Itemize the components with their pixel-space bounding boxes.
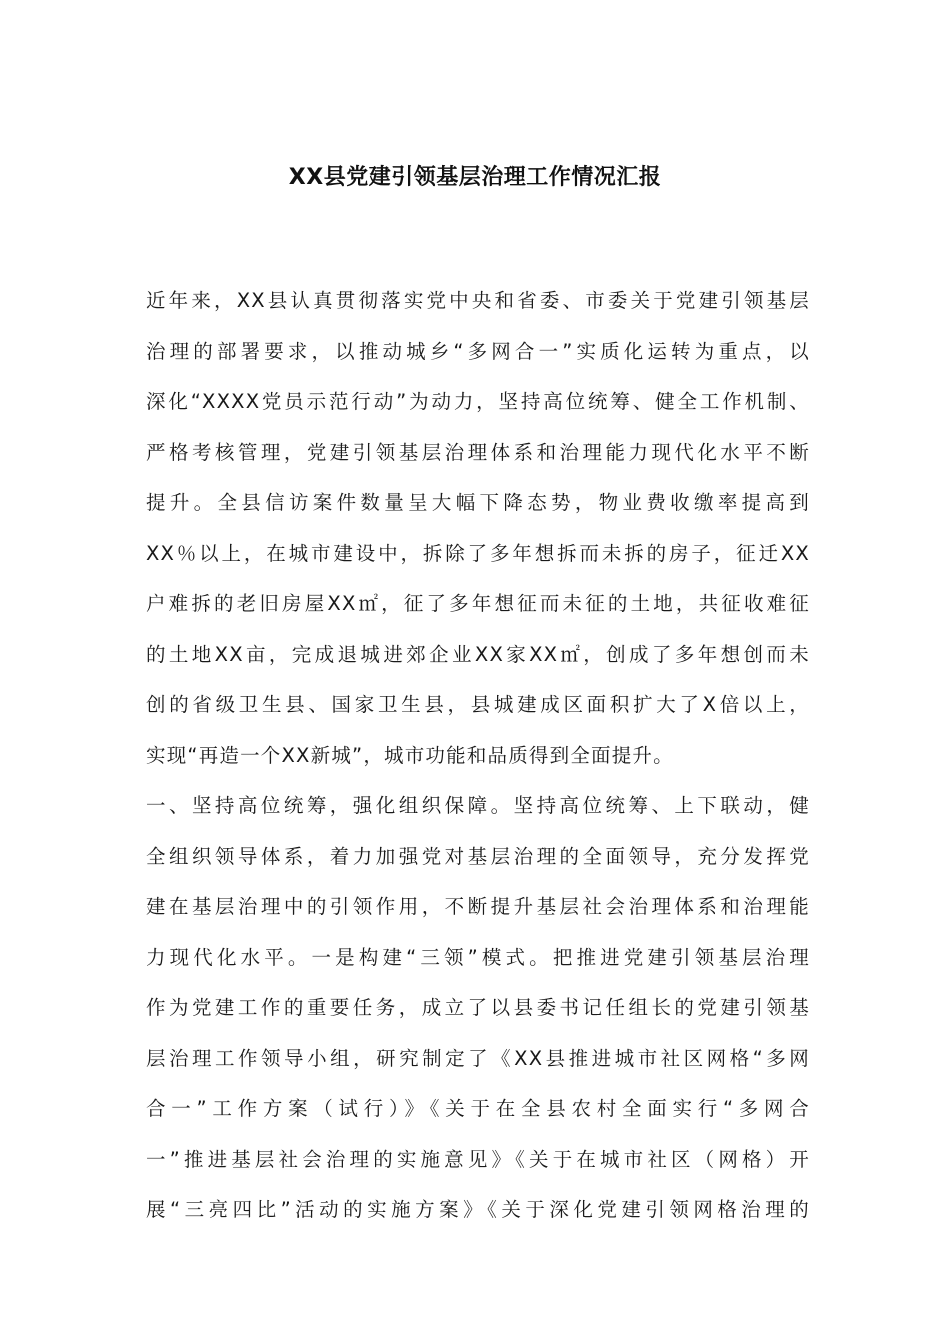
body-line: 作为党建工作的重要任务，成立了以县委书记任组长的党建引领基 [146,996,810,1019]
body-line: 治理的部署要求，以推动城乡“多网合一”实质化运转为重点，以 [146,339,810,363]
body-line: 层治理工作领导小组，研究制定了《XX县推进城市社区网格“多网 [146,1046,810,1070]
document-title: XX县党建引领基层治理工作情况汇报 [288,165,662,190]
body-line: 一”推进基层社会治理的实施意见》《关于在城市社区（网格）开 [146,1147,810,1171]
body-line: 提升。全县信访案件数量呈大幅下降态势，物业费收缴率提高到 [146,491,810,514]
body-line: 合一”工作方案（试行）》《关于在全县农村全面实行“多网合 [146,1097,810,1120]
body-line: 创的省级卫生县、国家卫生县，县城建成区面积扩大了X倍以上， [146,693,810,716]
body-line: 的土地XX亩，完成退城进郊企业XX家XX㎡，创成了多年想创而未 [146,642,810,666]
body-line: 展“三亮四比”活动的实施方案》《关于深化党建引领网格治理的 [146,1198,810,1221]
body-line: XX％以上，在城市建设中，拆除了多年想拆而未拆的房子，征迁XX [146,541,810,565]
document-body [146,276,810,1236]
body-line: 力现代化水平。一是构建“三领”模式。把推进党建引领基层治理 [146,945,810,969]
body-line: 近年来，XX县认真贯彻落实党中央和省委、市委关于党建引领基层 [146,289,810,312]
body-line: 户难拆的老旧房屋XX㎡，征了多年想征而未征的土地，共征收难征 [146,592,810,615]
body-line: 一、坚持高位统筹，强化组织保障。坚持高位统筹、上下联动，健 [146,794,810,817]
body-line: 建在基层治理中的引领作用，不断提升基层社会治理体系和治理能 [146,895,810,918]
body-line: 严格考核管理，党建引领基层治理体系和治理能力现代化水平不断 [146,440,810,464]
body-line: 深化“XXXX党员示范行动”为动力，坚持高位统筹、健全工作机制、 [146,390,810,413]
body-line: 实现“再造一个XX新城”，城市功能和品质得到全面提升。 [146,743,674,767]
body-line: 全组织领导体系，着力加强党对基层治理的全面领导，充分发挥党 [146,844,810,868]
